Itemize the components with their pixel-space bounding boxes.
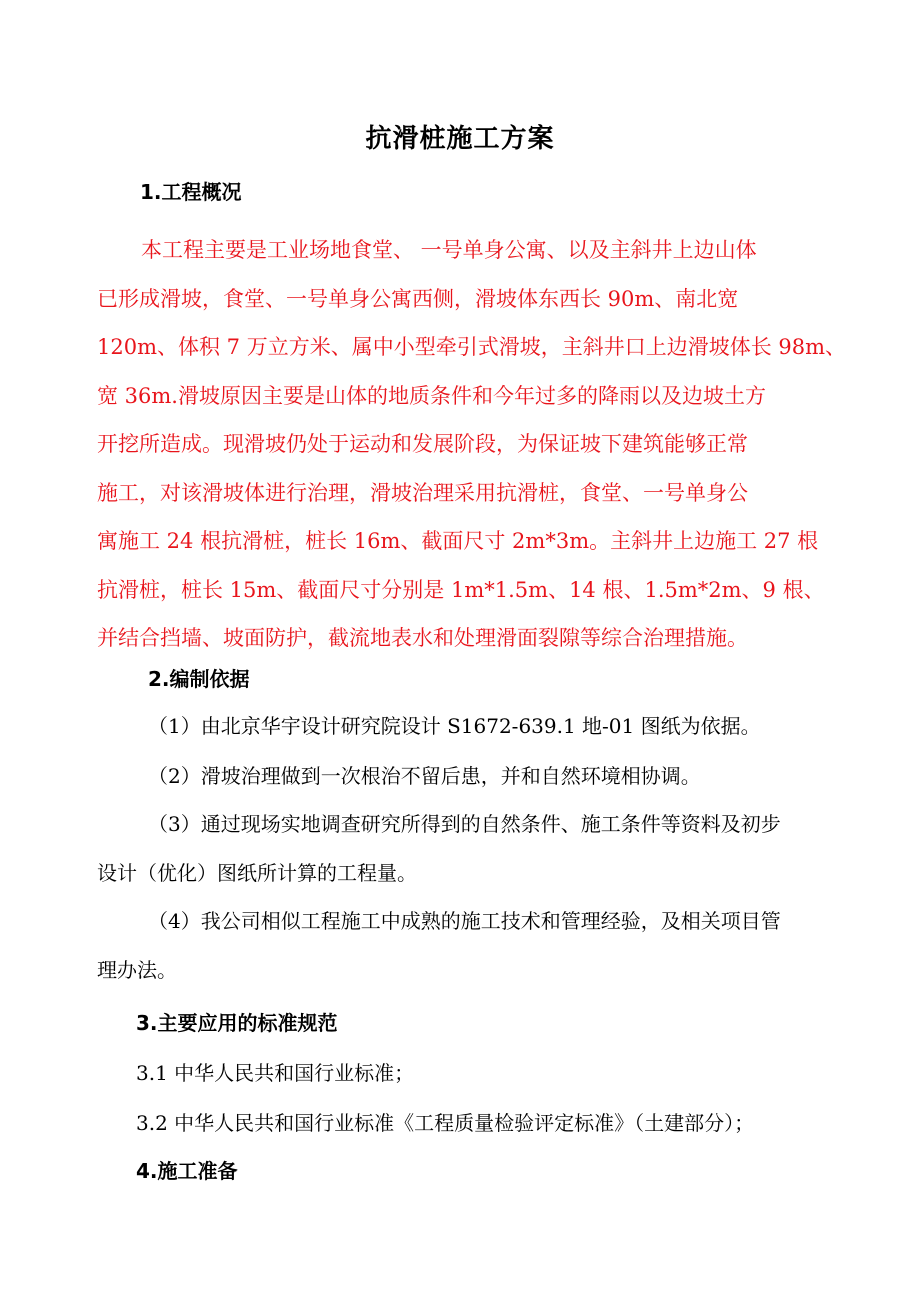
basis-item-4-line-2: 理办法。: [97, 958, 177, 982]
document-title: 抗滑桩施工方案: [365, 124, 555, 154]
basis-item-4-line-1: （4）我公司相似工程施工中成熟的施工技术和管理经验，及相关项目管: [148, 909, 781, 933]
section-2-heading: 2.编制依据: [148, 667, 250, 691]
paragraph-line: 本工程主要是工业场地食堂、 一号单身公寓、以及主斜井上边山体: [141, 238, 757, 262]
basis-item-2: （2）滑坡治理做到一次根治不留后患，并和自然环境相协调。: [148, 764, 701, 788]
basis-item-3-line-1: （3）通过现场实地调查研究所得到的自然条件、施工条件等资料及初步: [148, 812, 781, 836]
paragraph-line: 寓施工 24 根抗滑桩，桩长 16m、截面尺寸 2m*3m。主斜井上边施工 27 根: [97, 529, 819, 553]
standard-item-2: 3.2 中华人民共和国行业标准《工程质量检验评定标准》（土建部分）；: [136, 1111, 755, 1135]
paragraph-line: 施工，对该滑坡体进行治理，滑坡治理采用抗滑桩，食堂、一号单身公: [97, 480, 748, 505]
section-4-heading: 4.施工准备: [136, 1159, 238, 1183]
basis-item-1: （1）由北京华宇设计研究院设计 S1672-639.1 地-01 图纸为依据。: [148, 714, 761, 738]
section-1-heading: 1.工程概况: [140, 180, 242, 204]
paragraph-line: 宽 36m.滑坡原因主要是山体的地质条件和今年过多的降雨以及边坡土方: [97, 383, 766, 408]
standard-item-1: 3.1 中华人民共和国行业标准；: [136, 1061, 415, 1085]
section-3-heading: 3.主要应用的标准规范: [136, 1011, 338, 1035]
paragraph-line: 并结合挡墙、坡面防护，截流地表水和处理滑面裂隙等综合治理措施。: [97, 626, 748, 650]
section-1-paragraph: [97, 226, 847, 663]
paragraph-line: 开挖所造成。现滑坡仍处于运动和发展阶段，为保证坡下建筑能够正常: [97, 432, 748, 456]
paragraph-line: 已形成滑坡，食堂、一号单身公寓西侧，滑坡体东西长 90m、南北宽: [97, 286, 739, 311]
paragraph-line: 120m、体积 7 万立方米、属中小型牵引式滑坡，主斜井口上边滑坡体长 98m、: [97, 335, 847, 359]
basis-item-3-line-2: 设计（优化）图纸所计算的工程量。: [97, 861, 417, 885]
paragraph-line: 抗滑桩，桩长 15m、截面尺寸分别是 1m*1.5m、14 根、1.5m*2m、9 根、: [97, 577, 825, 602]
